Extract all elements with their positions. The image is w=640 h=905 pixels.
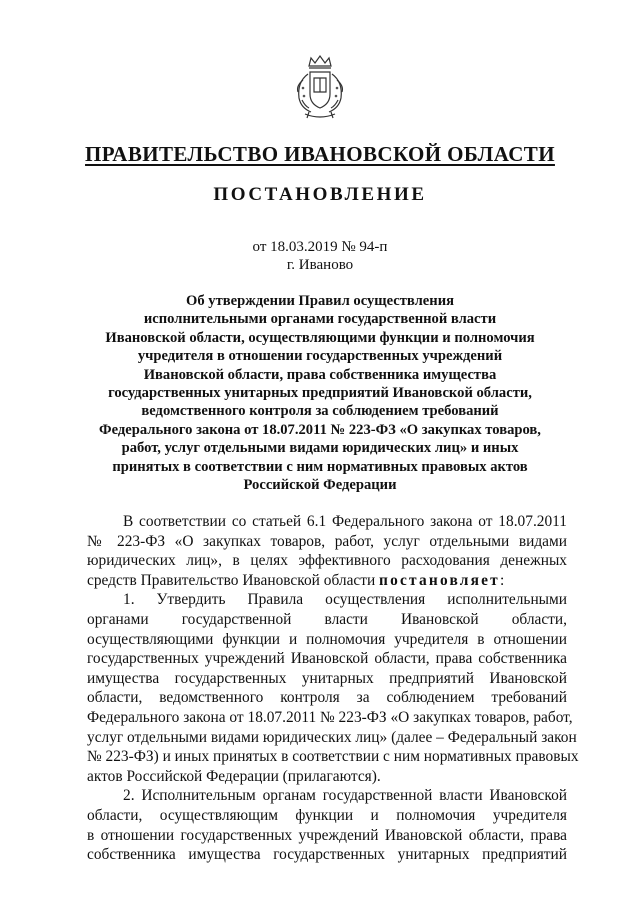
body-line — [87, 571, 567, 591]
body-line: области, осуществляющим функции и полномочия учредителя — [87, 806, 567, 824]
subject-line: Федерального закона от 18.07.2011 № 223-ФЗ «О закупках товаров, — [99, 421, 541, 438]
date-number: от 18.03.2019 № 94-п — [252, 239, 388, 255]
government-title: ПРАВИТЕЛЬСТВО ИВАНОВСКОЙ ОБЛАСТИ — [85, 142, 555, 166]
body-line: № 223-ФЗ) и иных принятых в соответствии с ним нормативных правовых — [87, 748, 579, 766]
subject-line: работ, услуг отдельными видами юридических лиц» и иных — [121, 440, 519, 457]
city: г. Иваново — [286, 257, 354, 273]
subject-line: государственных унитарных предприятий Ивановской области, — [108, 385, 532, 402]
body-line: 1. Утвердить Правила осуществления исполнительными — [123, 591, 567, 609]
body-line: юридических лиц», в целях эффективного расходования денежных — [87, 552, 567, 570]
subject-line: принятых в соответствии с ним нормативных правовых актов — [112, 458, 528, 475]
decree-word: постановляет — [379, 571, 500, 589]
subject-line: Об утверждении Правил осуществления — [185, 293, 454, 309]
item-2-paragraph — [87, 786, 567, 864]
subject-line: учредителя в отношении государственных учреждений — [137, 348, 503, 365]
subject-line: Российской Федерации — [243, 477, 397, 494]
body-line: 2. Исполнительным органам государственной власти Ивановской — [123, 787, 567, 805]
subject-line: ведомственного контроля за соблюдением требований — [141, 403, 499, 420]
body-line: государственных учреждений Ивановской области, права собственника — [87, 650, 567, 668]
body-line: Федерального закона от 18.07.2011 № 223-ФЗ «О закупках товаров, работ, — [87, 708, 573, 726]
subject-line: Ивановской области, осуществляющими функции и полномочия — [105, 329, 535, 346]
body-line: имущества государственных унитарных предприятий Ивановской — [87, 669, 567, 687]
body-line: актов Российской Федерации (прилагаются). — [87, 767, 381, 785]
document-meta — [0, 238, 640, 274]
preamble-colon: : — [499, 571, 505, 589]
ivanovo-coat-of-arms-icon — [291, 52, 349, 122]
body-line: в отношении государственных учреждений Ивановской области, права — [87, 826, 567, 844]
body-line: осуществляющими функции и полномочия учредителя в отношении — [87, 630, 567, 648]
body-line: В соответствии со статьей 6.1 Федерального закона от 18.07.2011 — [123, 513, 567, 530]
body-line: № 223-ФЗ «О закупках товаров, работ, услуг отдельными видами — [87, 532, 567, 550]
preamble-text: средств Правительство Ивановской области — [87, 571, 380, 589]
document-subject — [60, 292, 580, 494]
document-body — [87, 512, 579, 865]
subject-line: исполнительными органами государственной власти — [143, 311, 497, 328]
body-line: области, ведомственного контроля за соблюдением требований — [87, 689, 567, 707]
body-line: услуг отдельными видами юридических лиц» (далее – Федеральный закон — [87, 728, 577, 746]
preamble-paragraph — [87, 512, 567, 590]
body-line: собственника имущества государственных унитарных предприятий — [87, 846, 567, 864]
item-1-paragraph — [87, 590, 579, 786]
body-line: органами государственной власти Ивановской области, — [87, 610, 567, 628]
document-type: ПОСТАНОВЛЕНИЕ — [213, 184, 427, 205]
subject-line: Ивановской области, права собственника имущества — [143, 366, 497, 383]
